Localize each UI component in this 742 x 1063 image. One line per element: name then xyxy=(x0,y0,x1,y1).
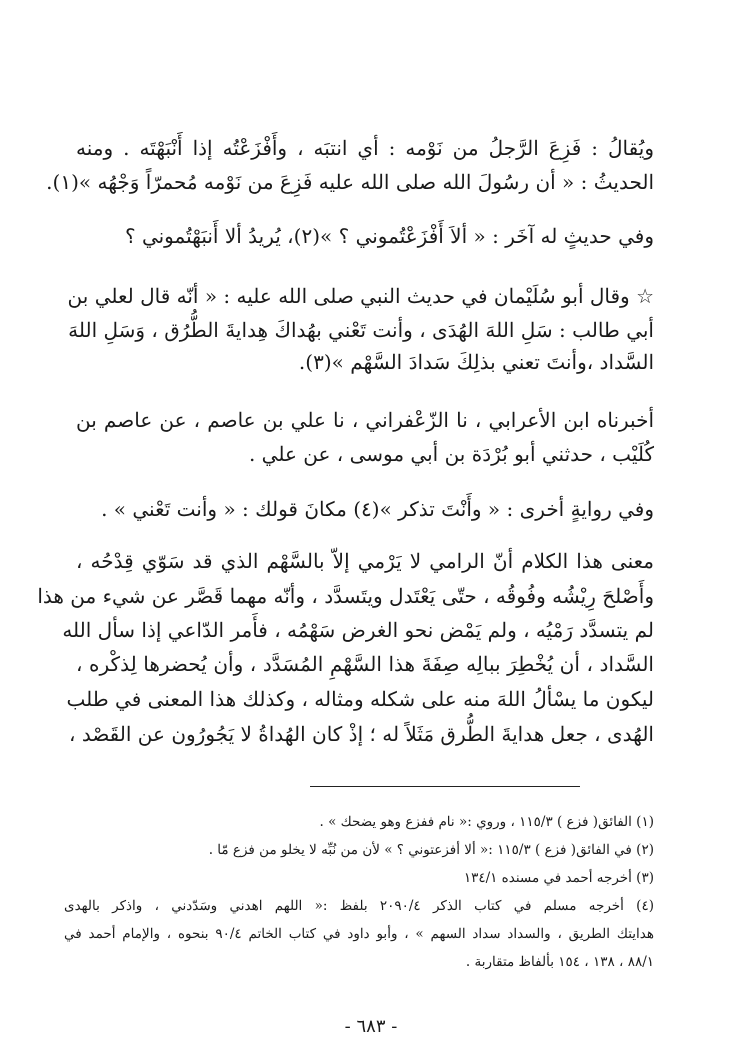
footnote: (٢) في الفائق( فزع ) ١١٥/٣ :« ألا أفزعتوني ؟ » لأن من نُبِّه لا يخلو من فزع مّا . xyxy=(208,842,654,858)
footnote: (١) الفائق( فزع ) ١١٥/٣ ، وروي :« نام ففزع وهو يضحك » . xyxy=(319,814,654,830)
paragraph-line: الهُدى ، جعل هدايةَ الطُّرق مَثَلاً له ؛ إذْ كان الهُداةُ لا يَجُورُون عن القَصْد ، xyxy=(69,722,654,746)
paragraph-line: معنى هذا الكلام أنّ الرامي لا يَرْمي إلاّ بالسَّهْم الذي قد سَوّي قِدْحُه ، xyxy=(76,549,654,573)
footnote-separator xyxy=(310,786,580,787)
footnote: هدايتك الطريق ، والسداد سداد السهم » ، وأبو داود في كتاب الخاتم ٩٠/٤ بنحوه ، والإمام أحمد في xyxy=(64,926,654,942)
paragraph-line: ليكون ما يسْألُ اللهَ منه على شكله ومثاله ، وكذلك هذا المعنى في طلب xyxy=(66,687,654,711)
paragraph-line: السَّداد ، أن يُخْطِرَ ببالِه صِفَةَ هذا السَّهْمِ المُسَدَّد ، وأن يُحضرها لِذكْره ، xyxy=(76,652,654,676)
paragraph-line: أبي طالب : سَلِ اللهَ الهُدَى ، وأنت تَعْني بهُداكَ هِدايةَ الطُّرُق ، وَسَلِ اللهَ xyxy=(68,318,654,342)
paragraph-line: كُلَيْب ، حدثني أبو بُرْدَة بن أبي موسى ، عن علي . xyxy=(248,442,654,466)
footnote: (٣) أخرجه أحمد في مسنده ١٣٤/١ xyxy=(463,870,654,886)
paragraph-line: وأَصْلحَ رِيْشُه وفُوقُه ، حتّى يَعْتَدل ويتَسدَّد ، وأنّه مهما قَصَّر عن شيء من هذا xyxy=(37,584,654,608)
footnote: (٤) أخرجه مسلم في كتاب الذكر ٢٠٩٠/٤ بلفظ :« اللهم اهدني وسَدّدني ، واذكر بالهدى xyxy=(64,898,654,914)
paragraph-line: ☆ وقال أبو سُلَيْمان في حديث النبي صلى الله عليه : « أنّه قال لعلي بن xyxy=(67,284,654,308)
footnote: ٨٨/١ ، ١٣٨ ، ١٥٤ بألفاظ متقاربة . xyxy=(465,954,654,970)
paragraph-line: لم يتسدَّد رَمْيُه ، ولم يَمْض نحو الغرض سَهْمُه ، فأَمر الدّاعي إذا سأل الله xyxy=(62,618,654,642)
page-number: - ٦٨٣ - xyxy=(344,1016,398,1037)
paragraph-line: وفي روايةٍ أخرى : « وأَنْتَ تذكر »(٤) مكانَ قولك : « وأنت تَعْني » . xyxy=(101,497,654,521)
paragraph-line: وفي حديثٍ له آخَر : « ألاَ أَفْزَعْتُموني ؟ »(٢)، يُريدُ ألا أَنبَهْتُموني ؟ xyxy=(124,224,654,248)
paragraph-line: أخبرناه ابن الأعرابي ، نا الزّعْفراني ، نا علي بن عاصم ، عن عاصم بن xyxy=(76,408,654,432)
paragraph-line: السَّداد ،وأنتَ تعني بذلِكَ سَدادَ السَّهْم »(٣). xyxy=(298,350,654,374)
paragraph-line: الحديثُ : « أن رسُولَ الله صلى الله عليه فَزِعَ من نَوْمه مُحمرّاً وَجْهُه »(١). xyxy=(46,170,654,194)
paragraph-line: ويُقالُ : فَزِعَ الرَّجلُ من نَوْمه : أي انتبَه ، وأَفْزَعْتُه إذا أَنْبَهْتَه . ومنه xyxy=(76,136,654,160)
